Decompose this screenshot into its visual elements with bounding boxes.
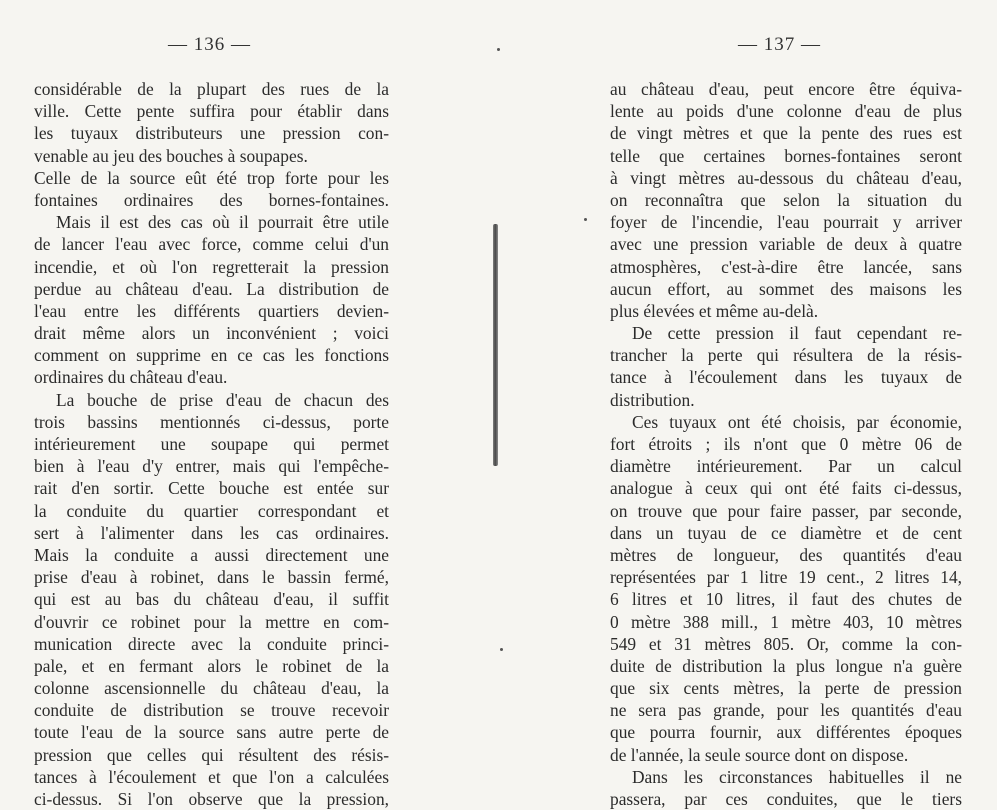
page-number-left: — 136 — [168,34,251,55]
text-line: de lancer l'eau avec force, comme celui d'un [34,234,389,255]
text-line: on trouve que pour faire passer, par seconde, [610,500,962,521]
text-line: bien à l'eau d'y entrer, mais qui l'empêche- [34,456,389,477]
text-line: fort étroits ; ils n'ont que 0 mètre 06 de [610,434,962,454]
text-line: de l'année, la seule source dont on dispose. [610,744,909,765]
text-line: on reconnaîtra que selon la situation du [610,189,962,210]
text-line: pression que celles qui résultent des résis- [34,744,389,765]
text-line: atmosphères, c'est-à-dire être lancée, sans [610,256,962,277]
text-line: incendie, et où l'on regretterait la pression [34,256,389,277]
text-line: lente au poids d'une colonne d'eau de plus [610,101,962,122]
text-line: ne sera pas grande, pour les quantités d'eau [610,700,962,721]
text-line: foyer de l'incendie, l'eau pourrait y arriver [610,212,962,233]
text-line: comment on supprime en ce cas les fonctions [34,345,389,366]
text-line: Dans les circonstances habituelles il ne [632,766,962,787]
text-line: prise d'eau à robinet, dans le bassin fermé, [34,567,389,588]
right-page [498,0,997,809]
text-line: munication directe avec la conduite princi- [34,633,389,654]
text-line: aucun effort, au sommet des maisons les [610,278,962,299]
text-line: Mais la conduite a aussi directement une [34,544,389,565]
text-line: que pourra fournir, aux différentes époques [610,722,962,743]
text-line: sert à l'alimenter dans les cas ordinaires. [34,522,389,543]
text-line: conduite de distribution se trouve recevoir [34,700,389,721]
page-number-right: — 137 — [738,34,821,55]
text-line: à vingt mètres au-dessous du château d'eau, [610,167,962,188]
right-text-block [610,78,962,810]
text-line: La bouche de prise d'eau de chacun des [56,389,389,410]
text-line: venable au jeu des bouches à soupapes. [34,145,308,166]
text-line: tances à l'écoulement et que l'on a calculées [34,766,389,787]
text-line: pale, et en fermant alors le robinet de la [34,655,389,676]
text-line: perdue au château d'eau. La distribution de [34,278,389,299]
text-line: intérieurement une soupape qui permet [34,434,389,454]
text-line: dans un tuyau de ce diamètre et de cent [610,522,962,543]
text-line: distribution. [610,389,695,410]
text-line: rait d'en sortir. Cette bouche est entée sur [34,478,389,499]
text-line: plus élevées et même au-delà. [610,300,819,321]
text-line: toute l'eau de la source sans autre perte de [34,722,389,743]
text-line: ville. Cette pente suffira pour établir dans [34,101,389,122]
text-line: colonne ascensionnelle du château d'eau, la [34,678,389,699]
text-line: De cette pression il faut cependant re- [632,323,962,344]
text-line: d'ouvrir ce robinet pour la mettre en com- [34,611,389,632]
text-line: fontaines ordinaires des bornes-fontaines. [34,189,389,210]
text-line: trois bassins mentionnés ci-dessus, porte [34,411,389,432]
text-line: la conduite du quartier correspondant et [34,500,389,521]
text-line: tance à l'écoulement dans les tuyaux de [610,367,962,388]
text-line: qui est au bas du château d'eau, il suffit [34,589,389,610]
text-line: drait même alors un inconvénient ; voici [34,323,389,344]
text-line: considérable de la plupart des rues de la [34,79,389,99]
text-line: analogue à ceux qui ont été faits ci-dessus, [610,478,962,499]
text-line: telle que certaines bornes-fontaines seront [610,145,962,166]
text-line: Mais il est des cas où il pourrait être utile [56,212,389,233]
text-line: ci-dessus. Si l'on observe que la pression, [34,789,389,809]
text-line: de vingt mètres et que la pente des rues est [610,123,962,144]
text-line: Ces tuyaux ont été choisis, par économie, [632,411,962,432]
left-text-block [34,78,389,810]
text-line: l'eau entre les différents quartiers devien- [34,300,389,321]
text-line: 549 et 31 mètres 805. Or, comme la con- [610,633,962,654]
text-line: Celle de la source eût été trop forte pour les [34,167,389,188]
text-line: avec une pression variable de deux à quatre [610,234,962,255]
text-line: duite de distribution la plus longue n'a guère [610,655,962,676]
text-line: représentées par 1 litre 19 cent., 2 litres 14, [610,567,962,588]
text-line: que six cents mètres, la perte de pression [610,678,962,699]
text-line: passera, par ces conduites, que le tiers [610,789,962,809]
text-line: ordinaires du château d'eau. [34,367,228,388]
text-line: diamètre intérieurement. Par un calcul [610,456,962,477]
text-line: 6 litres et 10 litres, il faut des chutes de [610,589,962,610]
left-page [0,0,498,809]
text-line: 0 mètre 388 mill., 1 mètre 403, 10 mètres [610,611,962,632]
text-line: au château d'eau, peut encore être équiva- [610,79,962,99]
text-line: les tuyaux distributeurs une pression con- [34,123,389,144]
text-line: mètres de longueur, des quantités d'eau [610,544,962,565]
text-line: trancher la perte qui résultera de la résis- [610,345,962,366]
